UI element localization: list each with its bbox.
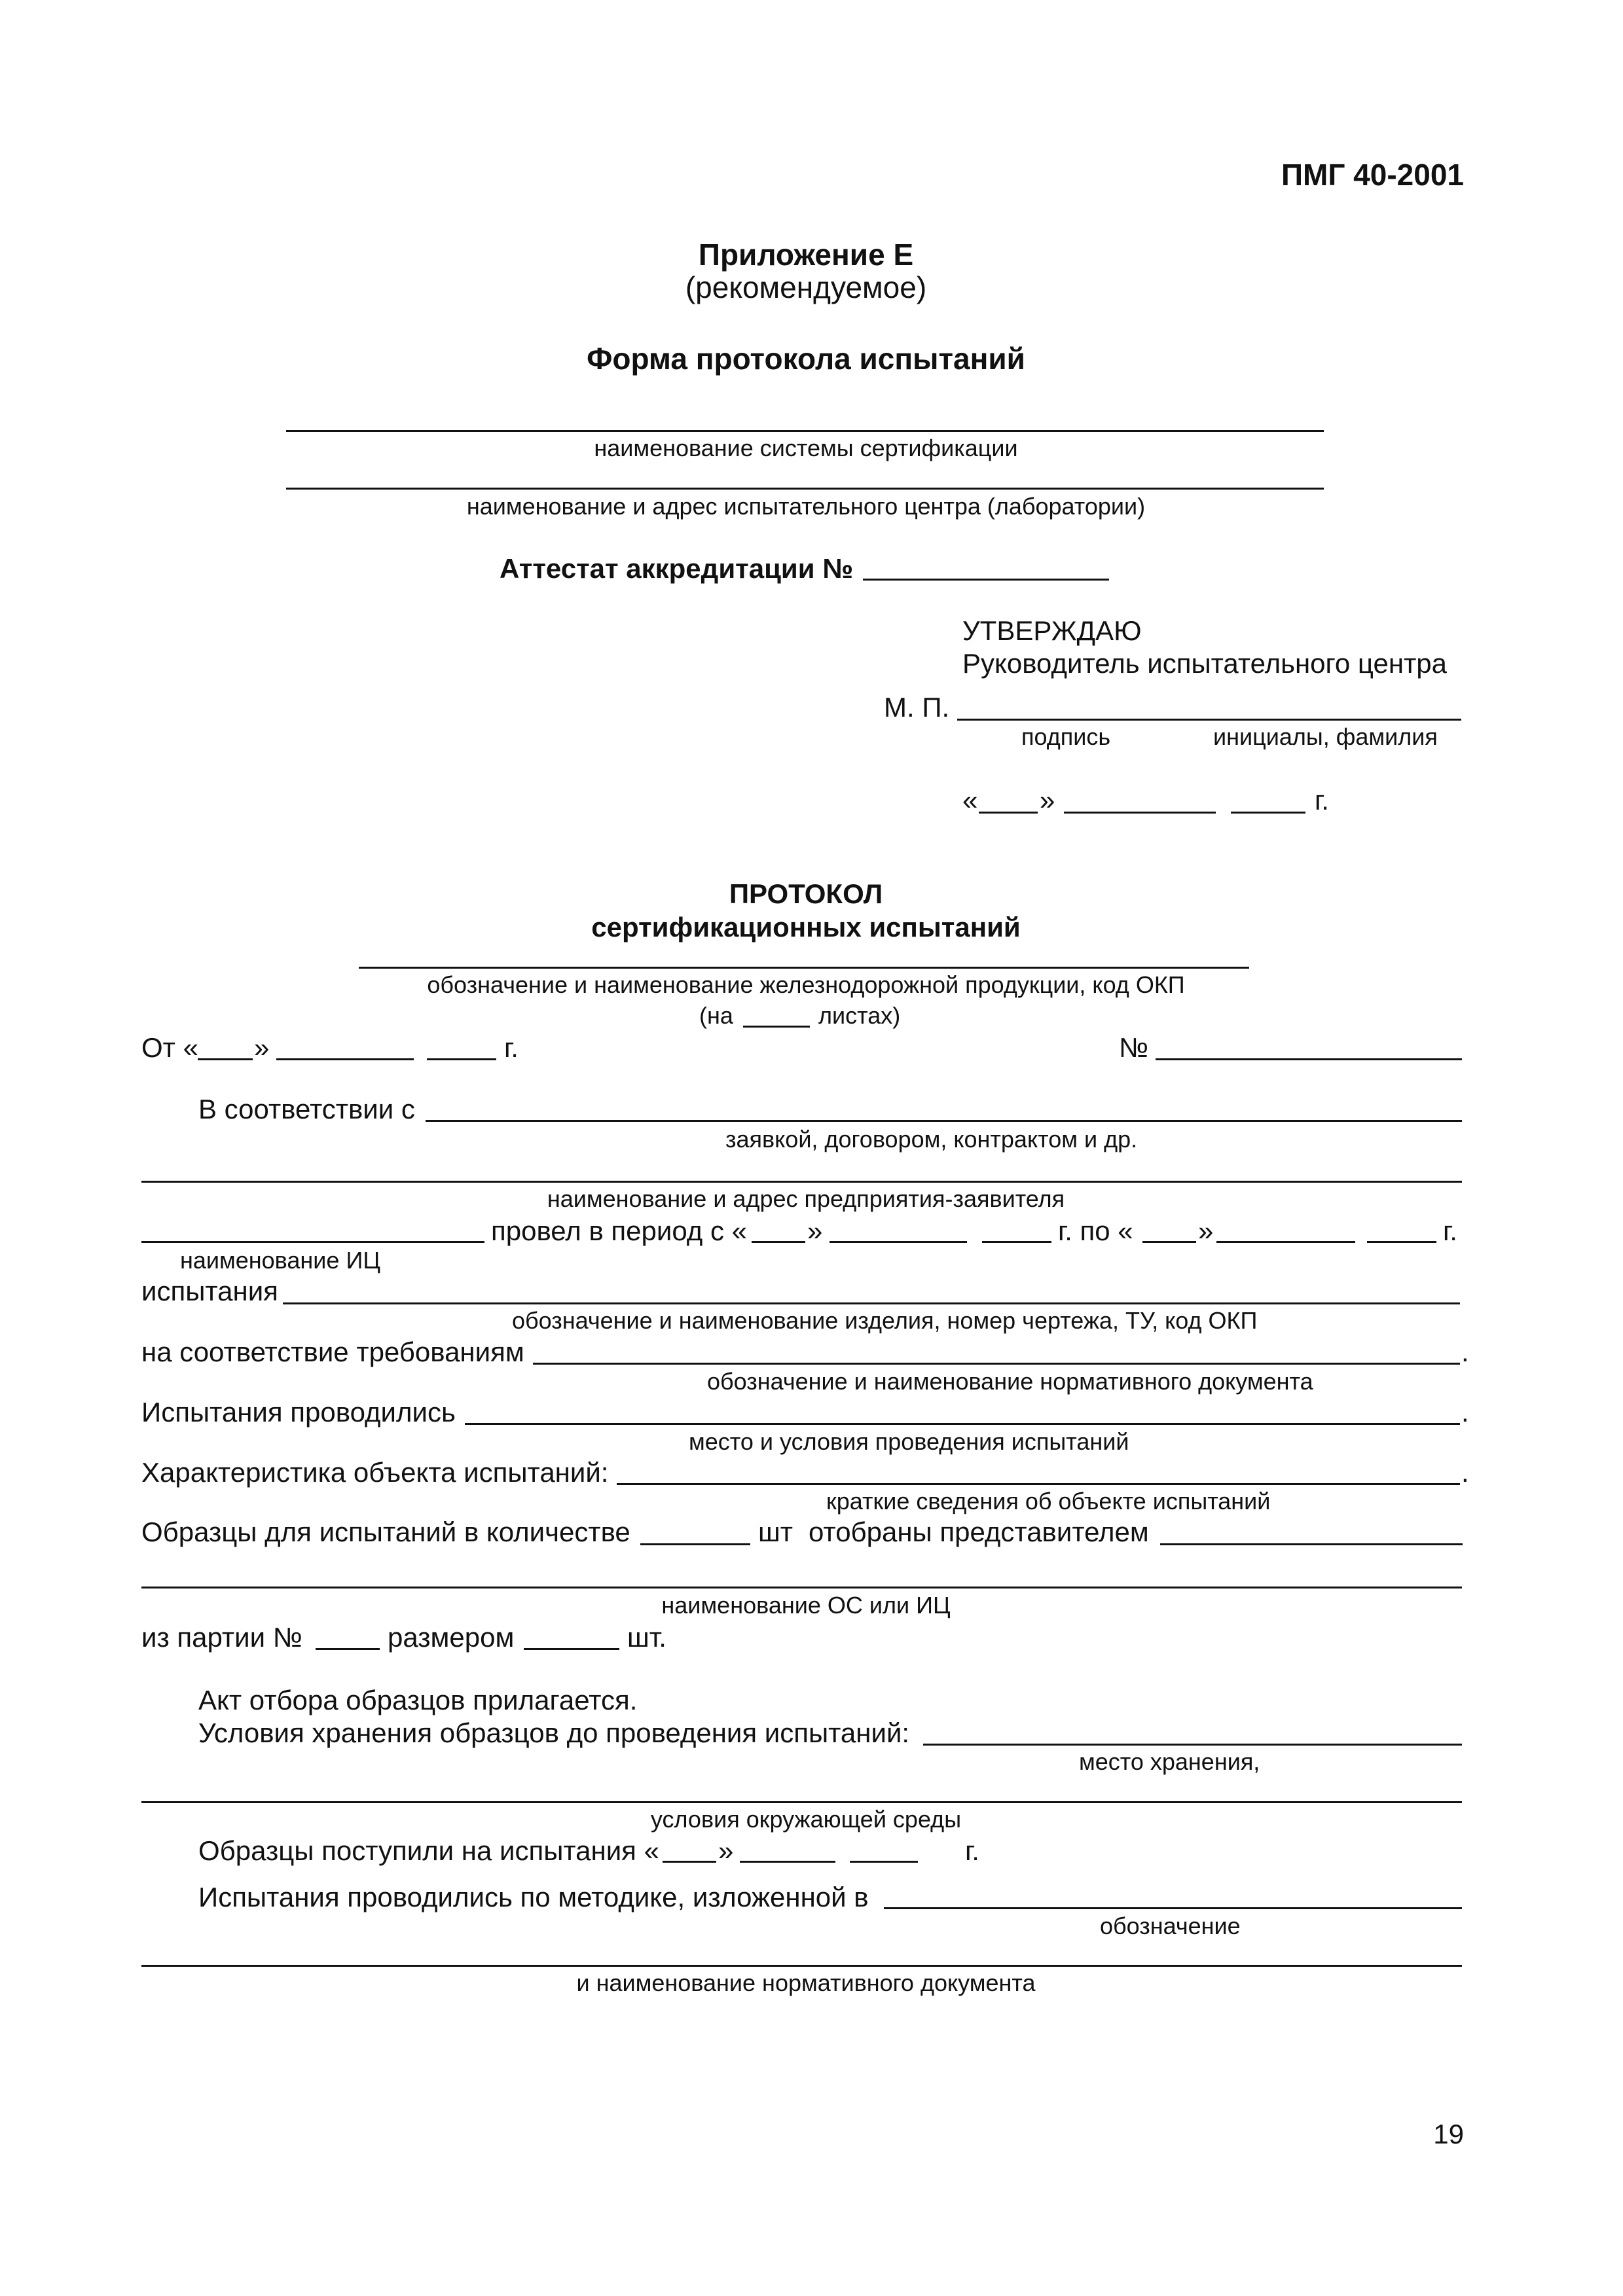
method-caption: обозначение — [1100, 1912, 1241, 1939]
pcs-end-label: шт. — [627, 1622, 666, 1653]
period-end-day-field[interactable] — [1142, 1241, 1196, 1243]
item-field[interactable] — [283, 1302, 1460, 1304]
signature-caption: подпись — [1021, 723, 1111, 750]
batch-label: из партии № — [141, 1622, 302, 1653]
name-field[interactable] — [1186, 719, 1461, 721]
normdoc-field[interactable] — [533, 1363, 1460, 1365]
product-caption: обозначение и наименование железнодорожной продукции, код ОКП — [427, 971, 1185, 998]
according-label: В соответствии с — [198, 1094, 415, 1124]
ic-caption: наименование ИЦ — [180, 1247, 380, 1274]
approval-year-field[interactable] — [1231, 812, 1305, 814]
place-caption: место и условия проведения испытаний — [689, 1428, 1129, 1455]
selected-label: отобраны представителем — [809, 1516, 1149, 1547]
period-end-close: » — [1198, 1215, 1214, 1246]
batch-size-field[interactable] — [524, 1648, 619, 1650]
size-label: размером — [388, 1622, 515, 1653]
method-caption-2: и наименование нормативного документа — [576, 1969, 1036, 1996]
period-end-month-field[interactable] — [1216, 1241, 1355, 1243]
received-close: » — [718, 1835, 734, 1866]
test-center-caption: наименование и адрес испытательного центра (лаборатории) — [466, 493, 1146, 520]
received-year-suffix: г. — [965, 1835, 979, 1866]
protocol-title: ПРОТОКОЛ — [729, 878, 883, 909]
storage-field[interactable] — [923, 1744, 1462, 1746]
from-label: От « — [141, 1032, 198, 1063]
place-field[interactable] — [465, 1423, 1460, 1425]
accreditation-number-field[interactable] — [863, 579, 1109, 581]
period-to-label: г. по « — [1058, 1215, 1133, 1246]
from-close: » — [254, 1032, 270, 1063]
object-label: Характеристика объекта испытаний: — [141, 1457, 609, 1488]
cert-system-caption: наименование системы сертификации — [594, 435, 1018, 461]
method-label: Испытания проводились по методике, изложенной в — [198, 1882, 869, 1912]
received-label: Образцы поступили на испытания « — [198, 1835, 659, 1866]
samples-label: Образцы для испытаний в количестве — [141, 1516, 630, 1547]
test-center-line[interactable] — [286, 488, 1324, 490]
approval-date-open: « — [962, 785, 978, 816]
protocol-month-field[interactable] — [276, 1058, 414, 1060]
protocol-day-field[interactable] — [198, 1058, 253, 1060]
period-end-year-suffix: г. — [1443, 1215, 1457, 1246]
env-caption: условия окружающей среды — [650, 1806, 962, 1833]
according-caption: заявкой, договором, контрактом и др. — [725, 1126, 1138, 1153]
object-caption: краткие сведения об объекте испытаний — [826, 1488, 1271, 1515]
sheets-count-field[interactable] — [743, 1026, 810, 1028]
batch-number-field[interactable] — [316, 1648, 380, 1650]
received-year-field[interactable] — [850, 1861, 918, 1863]
head-label: Руководитель испытательного центра — [962, 648, 1448, 679]
period-start-day-field[interactable] — [752, 1241, 805, 1243]
received-month-field[interactable] — [740, 1861, 835, 1863]
approval-day-field[interactable] — [979, 812, 1038, 814]
approve-label: УТВЕРЖДАЮ — [962, 615, 1142, 646]
performed-label: Испытания проводились — [141, 1397, 456, 1427]
period-end-year-field[interactable] — [1367, 1241, 1436, 1243]
protocol-subtitle: сертификационных испытаний — [591, 912, 1021, 942]
performed-dot: . — [1461, 1397, 1469, 1427]
compliance-dot: . — [1461, 1336, 1469, 1367]
signature-field[interactable] — [957, 719, 1192, 721]
approval-year-suffix: г. — [1315, 785, 1329, 816]
pcs-label: шт — [758, 1516, 793, 1547]
env-field[interactable] — [141, 1801, 1462, 1803]
os-caption: наименование ОС или ИЦ — [661, 1592, 951, 1619]
conducted-label: провел в период с « — [491, 1215, 747, 1246]
object-field[interactable] — [617, 1483, 1460, 1485]
act-label: Акт отбора образцов прилагается. — [198, 1685, 638, 1715]
normdoc-caption: обозначение и наименование нормативного документа — [707, 1368, 1313, 1395]
approval-month-field[interactable] — [1064, 812, 1216, 814]
according-field[interactable] — [426, 1120, 1462, 1122]
accreditation-label: Аттестат аккредитации № — [500, 553, 854, 584]
sheets-open: (на — [699, 1002, 733, 1029]
period-start-close: » — [807, 1215, 823, 1246]
received-day-field[interactable] — [663, 1861, 716, 1863]
storage-label: Условия хранения образцов до проведения испытаний: — [198, 1717, 910, 1748]
compliance-label: на соответствие требованиям — [141, 1336, 524, 1367]
item-caption: обозначение и наименование изделия, номер чертежа, ТУ, код ОКП — [512, 1307, 1258, 1334]
os-field[interactable] — [141, 1587, 1462, 1588]
applicant-field[interactable] — [141, 1181, 1462, 1183]
page-number: 19 — [1433, 2119, 1464, 2149]
object-dot: . — [1461, 1457, 1469, 1488]
cert-system-line[interactable] — [286, 430, 1324, 432]
storage-caption: место хранения, — [1079, 1748, 1260, 1775]
period-start-month-field[interactable] — [830, 1241, 967, 1243]
appendix-title: Приложение Е — [698, 238, 914, 272]
method-doc-field[interactable] — [141, 1965, 1462, 1967]
ic-name-field[interactable] — [141, 1241, 484, 1243]
document-code: ПМГ 40-2001 — [1281, 158, 1464, 192]
period-start-year-field[interactable] — [982, 1241, 1051, 1243]
tests-label: испытания — [141, 1276, 278, 1306]
name-caption: инициалы, фамилия — [1213, 723, 1438, 750]
sheets-close: листах) — [818, 1002, 901, 1029]
protocol-year-field[interactable] — [427, 1058, 496, 1060]
samples-count-field[interactable] — [640, 1543, 750, 1545]
form-title: Форма протокола испытаний — [587, 342, 1025, 376]
protocol-year-suffix: г. — [504, 1032, 519, 1063]
applicant-caption: наименование и адрес предприятия-заявителя — [547, 1185, 1065, 1212]
method-field[interactable] — [884, 1907, 1462, 1909]
protocol-number-field[interactable] — [1156, 1058, 1462, 1060]
product-field[interactable] — [359, 967, 1249, 969]
appendix-status: (рекомендуемое) — [685, 270, 927, 304]
number-label: № — [1119, 1032, 1149, 1063]
representative-field[interactable] — [1160, 1543, 1463, 1545]
stamp-label: М. П. — [884, 692, 950, 723]
approval-date-close: » — [1040, 785, 1055, 816]
